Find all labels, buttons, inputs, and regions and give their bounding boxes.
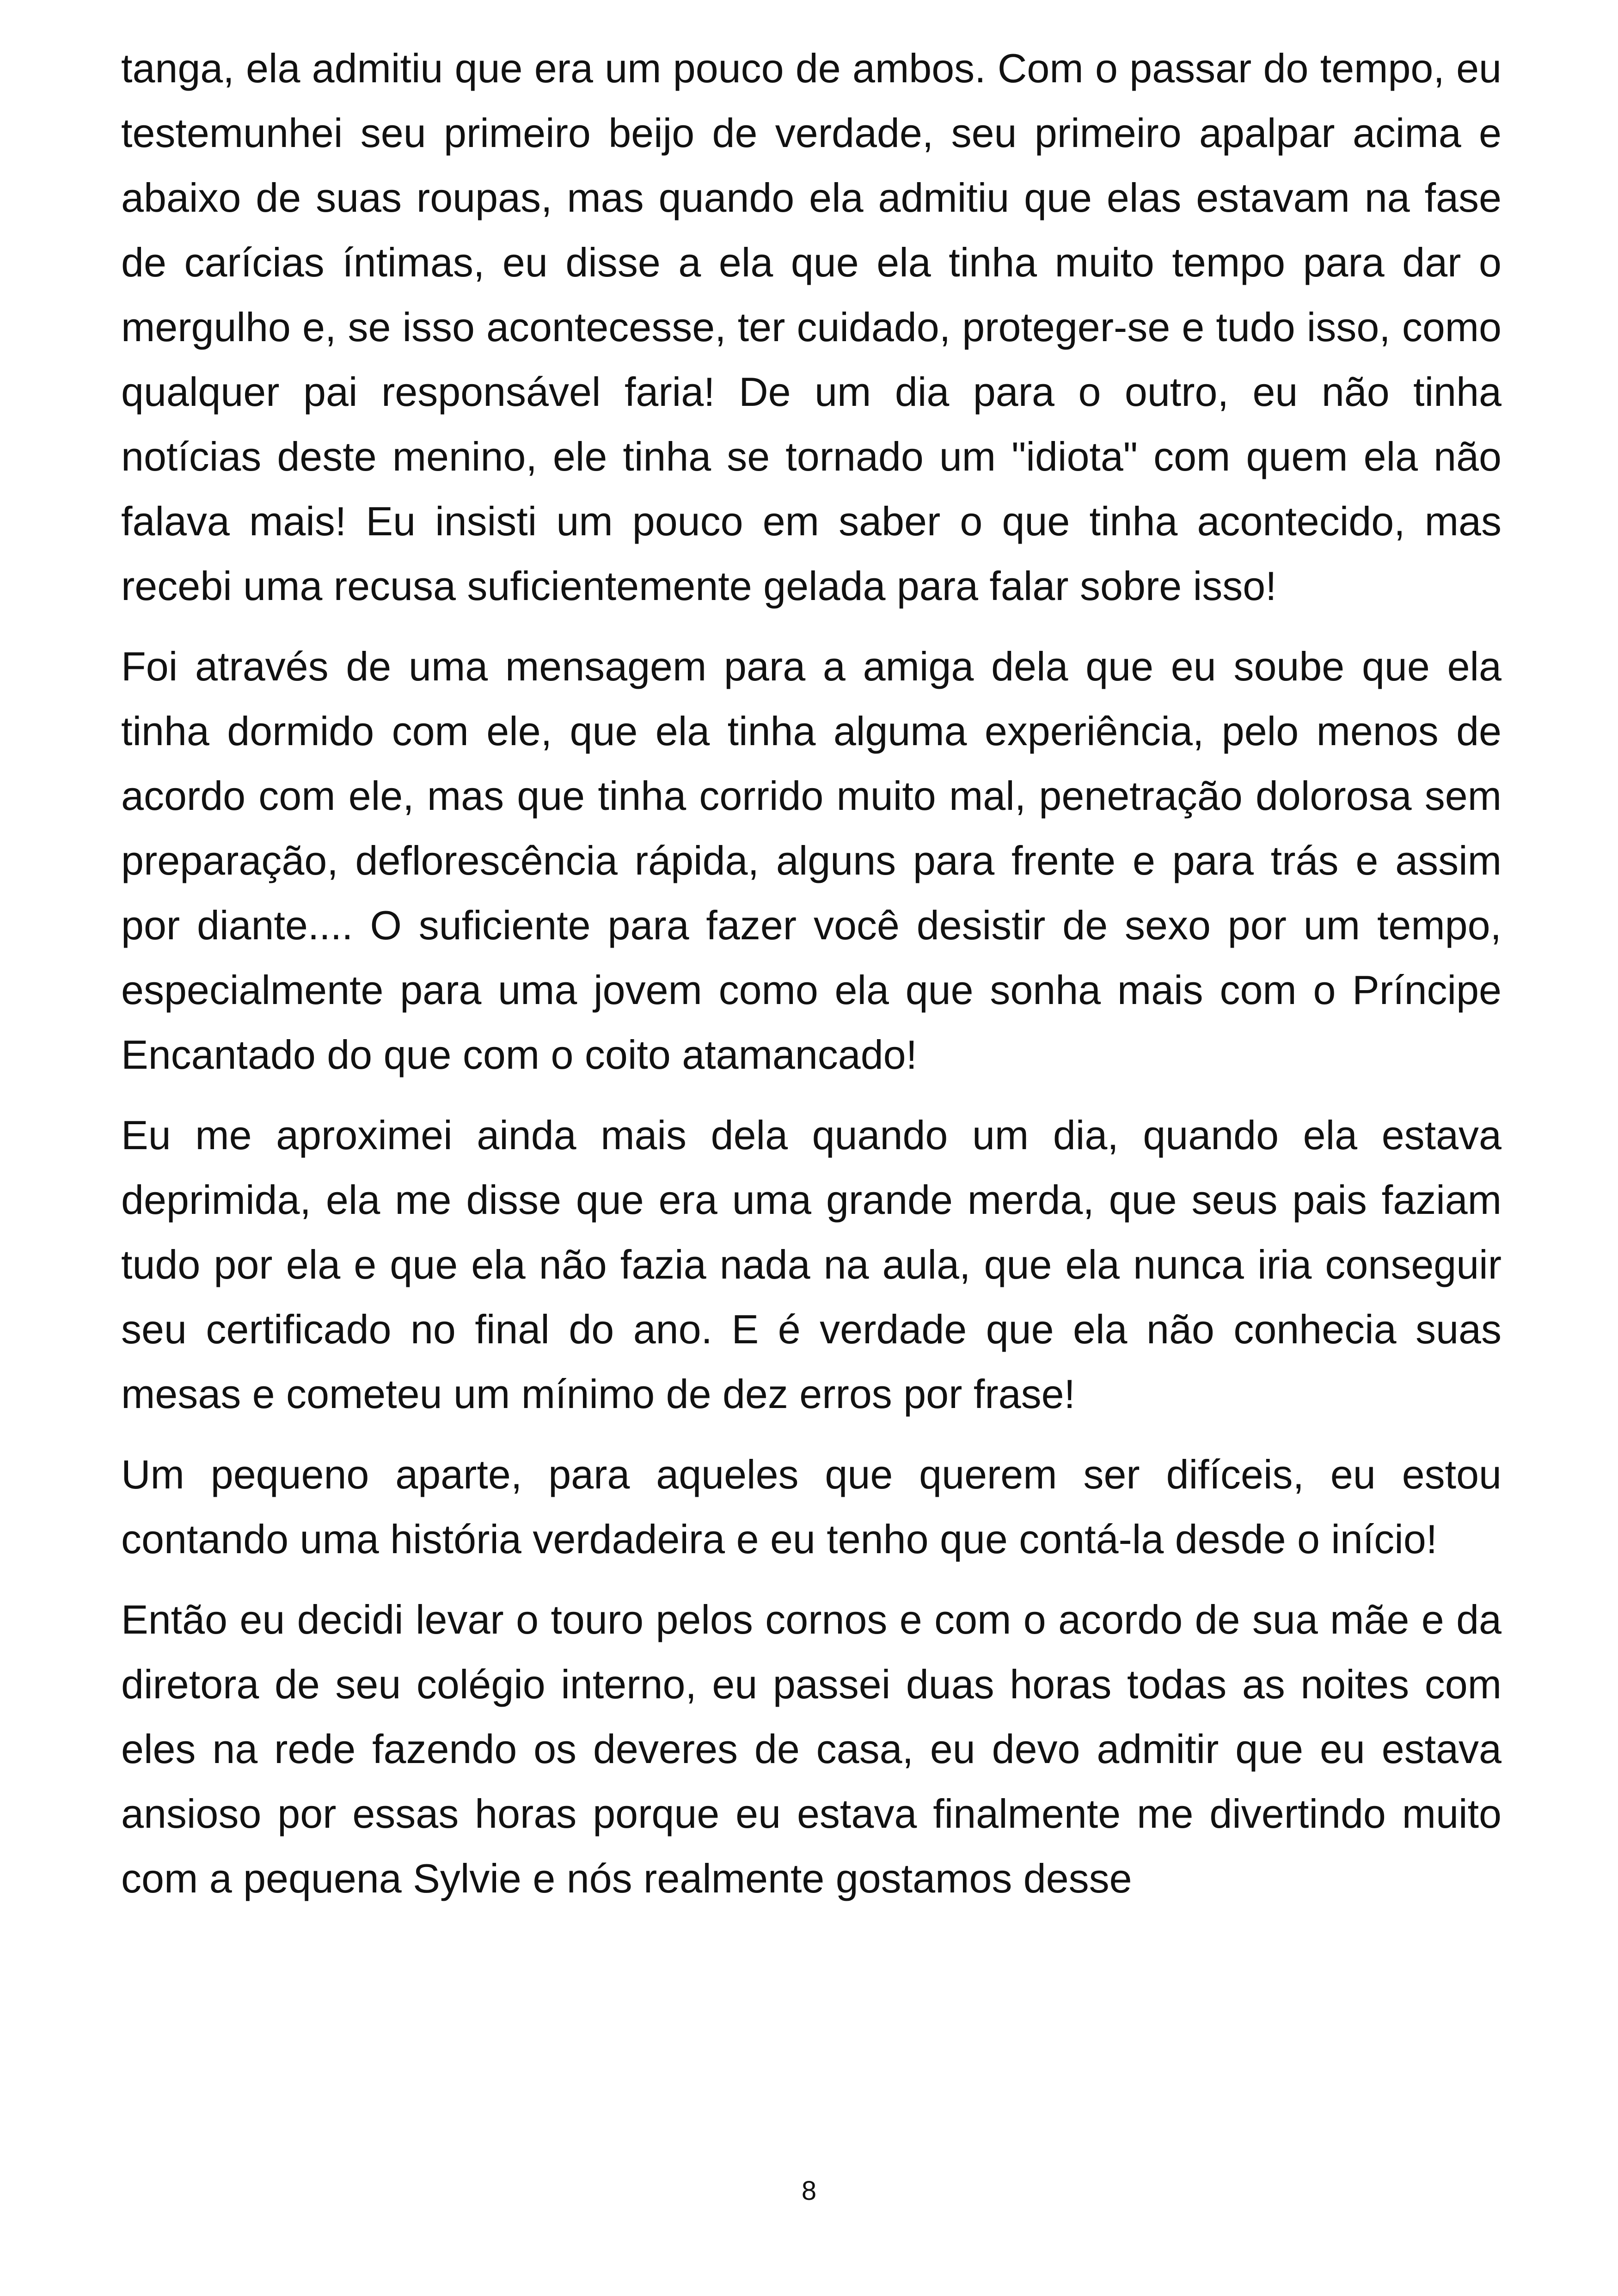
page-number: 8 bbox=[801, 2176, 817, 2206]
paragraph: Um pequeno aparte, para aqueles que querem ser difíceis, eu estou contando uma história verdadeira e eu tenho que contá-la desde o início! bbox=[121, 1451, 1502, 1562]
paragraph: tanga, ela admitiu que era um pouco de ambos. Com o passar do tempo, eu testemunhei seu primeiro beijo de verdade, seu primeiro apalpar acima e abaixo de suas roupas, mas quando ela admitiu que elas estavam na fase de carícias íntimas, eu disse a ela que ela tinha muito tempo para dar o mergulho e, se isso acontecesse, ter cuidado, proteger-se e tudo isso, como qualquer pai responsável faria! De um dia para o outro, eu não tinha notícias deste menino, ele tinha se tornado um "idiota" com quem ela não falava mais! Eu insisti um pouco em saber o que tinha acontecido, mas recebi uma recusa suficientemente gelada para falar sobre isso! bbox=[121, 45, 1502, 609]
body-text bbox=[121, 36, 1502, 1911]
paragraph: Eu me aproximei ainda mais dela quando um dia, quando ela estava deprimida, ela me disse que era uma grande merda, que seus pais faziam tudo por ela e que ela não fazia nada na aula, que ela nunca iria conseguir seu certificado no final do ano. E é verdade que ela não conhecia suas mesas e cometeu um mínimo de dez erros por frase! bbox=[121, 1112, 1502, 1417]
paragraph: Foi através de uma mensagem para a amiga dela que eu soube que ela tinha dormido com ele, que ela tinha alguma experiência, pelo menos de acordo com ele, mas que tinha corrido muito mal, penetração dolorosa sem preparação, deflorescência rápida, alguns para frente e para trás e assim por diante.... O suficiente para fazer você desistir de sexo por um tempo, especialmente para uma jovem como ela que sonha mais com o Príncipe Encantado do que com o coito atamancado! bbox=[121, 643, 1502, 1078]
paragraph: Então eu decidi levar o touro pelos cornos e com o acordo de sua mãe e da diretora de seu colégio interno, eu passei duas horas todas as noites com eles na rede fazendo os deveres de casa, eu devo admitir que eu estava ansioso por essas horas porque eu estava finalmente me divertindo muito com a pequena Sylvie e nós realmente gostamos desse bbox=[121, 1597, 1502, 1901]
